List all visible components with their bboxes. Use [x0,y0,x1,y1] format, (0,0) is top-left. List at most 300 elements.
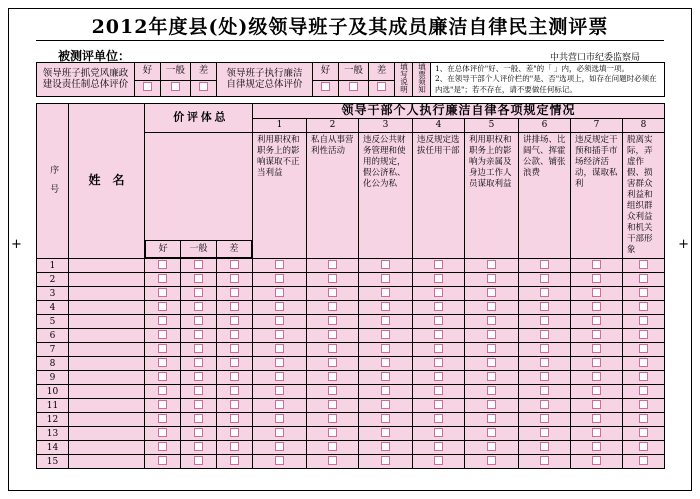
name-field[interactable] [69,385,145,399]
checkbox-icon[interactable] [158,288,167,297]
checkbox-icon[interactable] [434,344,443,353]
overall-poor-cell[interactable] [217,273,253,287]
overall-average-cell[interactable] [181,427,217,441]
name-field[interactable] [69,329,145,343]
checkbox-icon[interactable] [171,82,180,91]
name-field[interactable] [69,441,145,455]
item-2-cell[interactable] [307,413,359,427]
item-8-cell[interactable] [623,371,665,385]
overall-average-cell[interactable] [181,399,217,413]
checkbox-icon[interactable] [540,330,549,339]
checkbox-icon[interactable] [487,358,496,367]
item-4-cell[interactable] [413,259,465,273]
checkbox-icon[interactable] [381,372,390,381]
item-1-cell[interactable] [253,343,307,357]
checkbox-icon[interactable] [381,344,390,353]
checkbox-icon[interactable] [194,456,203,465]
checkbox-icon[interactable] [158,316,167,325]
item-2-cell[interactable] [307,371,359,385]
overall-good-cell[interactable] [145,385,181,399]
overall-good-cell[interactable] [145,399,181,413]
checkbox-icon[interactable] [540,274,549,283]
checkbox-icon[interactable] [592,414,601,423]
checkbox-icon[interactable] [194,302,203,311]
checkbox-icon[interactable] [321,82,330,91]
item-1-cell[interactable] [253,455,307,469]
checkbox-icon[interactable] [275,274,284,283]
name-field[interactable] [69,455,145,469]
item-2-cell[interactable] [307,273,359,287]
overall-average-cell[interactable] [181,385,217,399]
item-6-cell[interactable] [519,287,571,301]
checkbox-icon[interactable] [230,400,239,409]
checkbox-icon[interactable] [275,316,284,325]
item-6-cell[interactable] [519,315,571,329]
checkbox-icon[interactable] [540,442,549,451]
checkbox-icon[interactable] [434,414,443,423]
item-4-cell[interactable] [413,413,465,427]
checkbox-icon[interactable] [328,316,337,325]
checkbox-icon[interactable] [158,344,167,353]
item-4-cell[interactable] [413,329,465,343]
item-8-cell[interactable] [623,441,665,455]
checkbox-icon[interactable] [194,428,203,437]
checkbox-icon[interactable] [377,82,386,91]
checkbox-icon[interactable] [487,330,496,339]
overall-average-cell[interactable] [181,357,217,371]
checkbox-icon[interactable] [487,456,496,465]
checkbox-icon[interactable] [328,302,337,311]
checkbox-icon[interactable] [540,358,549,367]
checkbox-icon[interactable] [540,414,549,423]
item-8-cell[interactable] [623,287,665,301]
item-3-cell[interactable] [359,273,413,287]
checkbox-icon[interactable] [158,442,167,451]
checkbox-icon[interactable] [434,288,443,297]
item-8-cell[interactable] [623,315,665,329]
checkbox-icon[interactable] [158,400,167,409]
item-8-cell[interactable] [623,385,665,399]
name-field[interactable] [69,413,145,427]
overall-poor-cell[interactable] [217,315,253,329]
checkbox-icon[interactable] [487,428,496,437]
checkbox-icon[interactable] [328,260,337,269]
checkbox-icon[interactable] [639,400,648,409]
checkbox-icon[interactable] [230,302,239,311]
item-8-cell[interactable] [623,427,665,441]
name-field[interactable] [69,343,145,357]
checkbox-icon[interactable] [487,442,496,451]
item-1-cell[interactable] [253,259,307,273]
checkbox-icon[interactable] [194,400,203,409]
checkbox-icon[interactable] [194,372,203,381]
checkbox-icon[interactable] [434,358,443,367]
item-3-cell[interactable] [359,371,413,385]
item-2-cell[interactable] [307,357,359,371]
item-1-cell[interactable] [253,399,307,413]
checkbox-icon[interactable] [158,302,167,311]
checkbox-icon[interactable] [158,330,167,339]
item-8-cell[interactable] [623,399,665,413]
item-5-cell[interactable] [465,273,519,287]
checkbox-icon[interactable] [143,82,152,91]
item-2-cell[interactable] [307,315,359,329]
checkbox-icon[interactable] [434,428,443,437]
table-row[interactable] [37,441,665,455]
checkbox-icon[interactable] [487,386,496,395]
table-row[interactable] [37,357,665,371]
item-7-cell[interactable] [571,301,623,315]
checkbox-icon[interactable] [381,400,390,409]
checkbox-icon[interactable] [328,414,337,423]
checkbox-icon[interactable] [434,442,443,451]
item-7-cell[interactable] [571,273,623,287]
item-6-cell[interactable] [519,273,571,287]
checkbox-icon[interactable] [328,386,337,395]
checkbox-icon[interactable] [158,358,167,367]
name-field[interactable] [69,357,145,371]
item-7-cell[interactable] [571,399,623,413]
checkbox-icon[interactable] [275,400,284,409]
checkbox-icon[interactable] [194,288,203,297]
checkbox-icon[interactable] [639,442,648,451]
checkbox-icon[interactable] [194,358,203,367]
item-6-cell[interactable] [519,385,571,399]
table-row[interactable] [37,371,665,385]
name-field[interactable] [69,315,145,329]
checkbox-icon[interactable] [381,456,390,465]
overall-poor-cell[interactable] [217,441,253,455]
table-row[interactable] [37,385,665,399]
checkbox-icon[interactable] [639,330,648,339]
overall-poor-cell[interactable] [217,455,253,469]
table-row[interactable] [37,259,665,273]
checkbox-icon[interactable] [328,372,337,381]
checkbox-icon[interactable] [639,316,648,325]
left-checkbox-good[interactable] [135,81,161,97]
overall-good-cell[interactable] [145,301,181,315]
checkbox-icon[interactable] [158,428,167,437]
checkbox-icon[interactable] [230,260,239,269]
checkbox-icon[interactable] [639,358,648,367]
checkbox-icon[interactable] [487,274,496,283]
overall-poor-cell[interactable] [217,259,253,273]
item-6-cell[interactable] [519,343,571,357]
checkbox-icon[interactable] [639,302,648,311]
item-3-cell[interactable] [359,287,413,301]
table-row[interactable] [37,455,665,469]
item-7-cell[interactable] [571,287,623,301]
checkbox-icon[interactable] [328,330,337,339]
item-6-cell[interactable] [519,413,571,427]
item-6-cell[interactable] [519,427,571,441]
checkbox-icon[interactable] [381,274,390,283]
item-5-cell[interactable] [465,329,519,343]
checkbox-icon[interactable] [230,274,239,283]
checkbox-icon[interactable] [328,400,337,409]
mid-checkbox-good[interactable] [313,81,339,97]
checkbox-icon[interactable] [230,330,239,339]
item-1-cell[interactable] [253,329,307,343]
item-5-cell[interactable] [465,413,519,427]
item-3-cell[interactable] [359,357,413,371]
name-field[interactable] [69,427,145,441]
checkbox-icon[interactable] [540,456,549,465]
item-6-cell[interactable] [519,259,571,273]
item-5-cell[interactable] [465,399,519,413]
item-2-cell[interactable] [307,329,359,343]
overall-good-cell[interactable] [145,427,181,441]
item-2-cell[interactable] [307,427,359,441]
item-8-cell[interactable] [623,273,665,287]
overall-good-cell[interactable] [145,259,181,273]
checkbox-icon[interactable] [434,372,443,381]
item-5-cell[interactable] [465,343,519,357]
checkbox-icon[interactable] [540,386,549,395]
overall-good-cell[interactable] [145,455,181,469]
overall-poor-cell[interactable] [217,287,253,301]
item-1-cell[interactable] [253,371,307,385]
checkbox-icon[interactable] [230,358,239,367]
mid-checkbox-poor[interactable] [369,81,395,97]
checkbox-icon[interactable] [275,372,284,381]
table-row[interactable] [37,273,665,287]
item-1-cell[interactable] [253,427,307,441]
item-4-cell[interactable] [413,357,465,371]
item-7-cell[interactable] [571,371,623,385]
checkbox-icon[interactable] [487,414,496,423]
name-field[interactable] [69,287,145,301]
item-4-cell[interactable] [413,273,465,287]
item-7-cell[interactable] [571,343,623,357]
overall-average-cell[interactable] [181,315,217,329]
overall-average-cell[interactable] [181,301,217,315]
checkbox-icon[interactable] [275,414,284,423]
item-1-cell[interactable] [253,441,307,455]
item-7-cell[interactable] [571,441,623,455]
checkbox-icon[interactable] [381,330,390,339]
checkbox-icon[interactable] [158,274,167,283]
item-7-cell[interactable] [571,455,623,469]
item-3-cell[interactable] [359,343,413,357]
table-row[interactable] [37,329,665,343]
checkbox-icon[interactable] [194,344,203,353]
item-7-cell[interactable] [571,329,623,343]
item-3-cell[interactable] [359,441,413,455]
checkbox-icon[interactable] [158,456,167,465]
item-5-cell[interactable] [465,455,519,469]
overall-average-cell[interactable] [181,413,217,427]
item-6-cell[interactable] [519,357,571,371]
overall-good-cell[interactable] [145,371,181,385]
name-field[interactable] [69,399,145,413]
item-8-cell[interactable] [623,301,665,315]
checkbox-icon[interactable] [487,400,496,409]
overall-poor-cell[interactable] [217,413,253,427]
checkbox-icon[interactable] [592,442,601,451]
table-row[interactable] [37,301,665,315]
table-row[interactable] [37,315,665,329]
overall-poor-cell[interactable] [217,427,253,441]
checkbox-icon[interactable] [540,372,549,381]
item-3-cell[interactable] [359,329,413,343]
overall-average-cell[interactable] [181,455,217,469]
item-2-cell[interactable] [307,455,359,469]
checkbox-icon[interactable] [328,344,337,353]
item-8-cell[interactable] [623,455,665,469]
checkbox-icon[interactable] [328,456,337,465]
checkbox-icon[interactable] [275,260,284,269]
checkbox-icon[interactable] [328,442,337,451]
left-checkbox-average[interactable] [161,81,191,97]
table-row[interactable] [37,427,665,441]
item-2-cell[interactable] [307,385,359,399]
checkbox-icon[interactable] [158,260,167,269]
item-6-cell[interactable] [519,455,571,469]
item-1-cell[interactable] [253,315,307,329]
checkbox-icon[interactable] [230,442,239,451]
checkbox-icon[interactable] [592,400,601,409]
item-6-cell[interactable] [519,329,571,343]
item-1-cell[interactable] [253,385,307,399]
item-6-cell[interactable] [519,301,571,315]
table-row[interactable] [37,399,665,413]
checkbox-icon[interactable] [592,316,601,325]
item-6-cell[interactable] [519,399,571,413]
item-8-cell[interactable] [623,329,665,343]
item-7-cell[interactable] [571,315,623,329]
checkbox-icon[interactable] [381,302,390,311]
item-4-cell[interactable] [413,427,465,441]
item-7-cell[interactable] [571,427,623,441]
checkbox-icon[interactable] [639,288,648,297]
checkbox-icon[interactable] [434,274,443,283]
item-4-cell[interactable] [413,315,465,329]
item-4-cell[interactable] [413,399,465,413]
checkbox-icon[interactable] [540,400,549,409]
item-1-cell[interactable] [253,413,307,427]
checkbox-icon[interactable] [592,428,601,437]
item-5-cell[interactable] [465,259,519,273]
item-3-cell[interactable] [359,455,413,469]
checkbox-icon[interactable] [230,316,239,325]
checkbox-icon[interactable] [328,428,337,437]
checkbox-icon[interactable] [194,274,203,283]
item-4-cell[interactable] [413,441,465,455]
overall-average-cell[interactable] [181,287,217,301]
checkbox-icon[interactable] [592,456,601,465]
checkbox-icon[interactable] [487,344,496,353]
checkbox-icon[interactable] [194,260,203,269]
item-3-cell[interactable] [359,315,413,329]
checkbox-icon[interactable] [434,456,443,465]
mid-checkbox-average[interactable] [339,81,369,97]
table-row[interactable] [37,413,665,427]
overall-poor-cell[interactable] [217,385,253,399]
item-6-cell[interactable] [519,371,571,385]
checkbox-icon[interactable] [194,414,203,423]
checkbox-icon[interactable] [194,316,203,325]
name-field[interactable] [69,259,145,273]
checkbox-icon[interactable] [639,260,648,269]
checkbox-icon[interactable] [540,428,549,437]
checkbox-icon[interactable] [230,288,239,297]
checkbox-icon[interactable] [275,456,284,465]
checkbox-icon[interactable] [381,442,390,451]
item-4-cell[interactable] [413,301,465,315]
checkbox-icon[interactable] [381,386,390,395]
checkbox-icon[interactable] [275,288,284,297]
item-1-cell[interactable] [253,301,307,315]
overall-good-cell[interactable] [145,315,181,329]
overall-average-cell[interactable] [181,259,217,273]
checkbox-icon[interactable] [592,288,601,297]
checkbox-icon[interactable] [487,372,496,381]
item-4-cell[interactable] [413,343,465,357]
checkbox-icon[interactable] [381,358,390,367]
item-3-cell[interactable] [359,259,413,273]
checkbox-icon[interactable] [592,330,601,339]
overall-poor-cell[interactable] [217,301,253,315]
item-2-cell[interactable] [307,259,359,273]
item-5-cell[interactable] [465,385,519,399]
checkbox-icon[interactable] [349,82,358,91]
item-4-cell[interactable] [413,455,465,469]
checkbox-icon[interactable] [639,372,648,381]
checkbox-icon[interactable] [381,316,390,325]
checkbox-icon[interactable] [487,316,496,325]
name-field[interactable] [69,371,145,385]
checkbox-icon[interactable] [540,260,549,269]
overall-poor-cell[interactable] [217,371,253,385]
overall-good-cell[interactable] [145,287,181,301]
checkbox-icon[interactable] [592,302,601,311]
checkbox-icon[interactable] [639,428,648,437]
checkbox-icon[interactable] [381,260,390,269]
checkbox-icon[interactable] [434,400,443,409]
checkbox-icon[interactable] [434,260,443,269]
checkbox-icon[interactable] [158,372,167,381]
item-5-cell[interactable] [465,357,519,371]
checkbox-icon[interactable] [639,414,648,423]
overall-average-cell[interactable] [181,329,217,343]
checkbox-icon[interactable] [275,386,284,395]
checkbox-icon[interactable] [592,260,601,269]
checkbox-icon[interactable] [199,82,208,91]
checkbox-icon[interactable] [230,456,239,465]
checkbox-icon[interactable] [434,316,443,325]
checkbox-icon[interactable] [275,428,284,437]
item-1-cell[interactable] [253,273,307,287]
item-3-cell[interactable] [359,399,413,413]
name-field[interactable] [69,301,145,315]
checkbox-icon[interactable] [487,302,496,311]
item-7-cell[interactable] [571,413,623,427]
item-5-cell[interactable] [465,371,519,385]
item-2-cell[interactable] [307,287,359,301]
checkbox-icon[interactable] [328,288,337,297]
item-1-cell[interactable] [253,287,307,301]
item-1-cell[interactable] [253,357,307,371]
checkbox-icon[interactable] [275,302,284,311]
checkbox-icon[interactable] [434,330,443,339]
checkbox-icon[interactable] [592,274,601,283]
checkbox-icon[interactable] [434,302,443,311]
item-8-cell[interactable] [623,413,665,427]
item-5-cell[interactable] [465,315,519,329]
checkbox-icon[interactable] [381,414,390,423]
item-4-cell[interactable] [413,371,465,385]
